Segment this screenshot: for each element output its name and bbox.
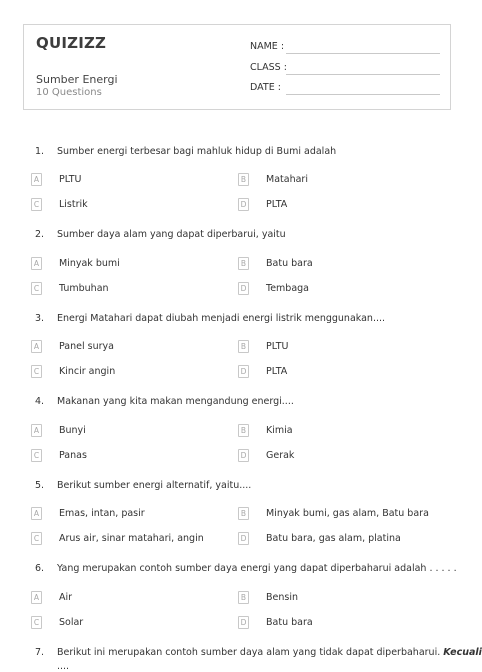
option-letter-badge: C: [31, 198, 42, 211]
option-letter-badge: C: [31, 282, 42, 295]
option-letter-badge: A: [31, 173, 42, 186]
option-text: Air: [59, 592, 73, 603]
option-text: Panas: [59, 450, 87, 461]
option-text: Kincir angin: [59, 366, 116, 377]
option-letter-badge: D: [238, 282, 249, 295]
option-letter-badge: C: [31, 365, 42, 378]
date-field[interactable]: [250, 82, 440, 96]
class-field[interactable]: [250, 62, 440, 76]
option-letter-badge: C: [31, 532, 42, 545]
question-text: Berikut sumber energi alternatif, yaitu....: [57, 480, 252, 491]
option-text: Batu bara, gas alam, platina: [266, 533, 401, 544]
question-text: Sumber energi terbesar bagi mahluk hidup di Bumi adalah: [57, 146, 337, 157]
option-letter-badge: A: [31, 591, 42, 604]
option-letter-badge: A: [31, 507, 42, 520]
question-number: 6.: [35, 563, 45, 574]
option-text: Bensin: [266, 592, 298, 603]
option-letter-badge: A: [31, 340, 42, 353]
class-label: CLASS :: [250, 62, 287, 73]
option-letter-badge: B: [238, 340, 249, 353]
question-number: 4.: [35, 396, 45, 407]
option-text: Arus air, sinar matahari, angin: [59, 533, 204, 544]
quizizz-logo: QUIZIZZ: [36, 34, 107, 52]
option-letter-badge: C: [31, 616, 42, 629]
question-text: Sumber daya alam yang dapat diperbarui, yaitu: [57, 229, 286, 240]
option-text: Bunyi: [59, 425, 86, 436]
date-label: DATE :: [250, 82, 281, 93]
option-letter-badge: A: [31, 257, 42, 270]
option-text: Minyak bumi: [59, 258, 120, 269]
option-letter-badge: D: [238, 198, 249, 211]
question-text: Makanan yang kita makan mengandung energi....: [57, 396, 294, 407]
option-text: PLTU: [266, 341, 289, 352]
quiz-title: Sumber Energi: [36, 73, 118, 86]
option-letter-badge: C: [31, 449, 42, 462]
option-letter-badge: D: [238, 365, 249, 378]
option-text: Listrik: [59, 199, 88, 210]
option-text: Kimia: [266, 425, 293, 436]
question-emphasis: Kecuali: [443, 647, 482, 658]
option-letter-badge: A: [31, 424, 42, 437]
option-text: Matahari: [266, 174, 308, 185]
date-line: [286, 94, 440, 95]
option-text: PLTA: [266, 366, 288, 377]
option-text: Emas, intan, pasir: [59, 508, 145, 519]
question-number: 2.: [35, 229, 45, 240]
option-letter-badge: B: [238, 424, 249, 437]
option-letter-badge: B: [238, 507, 249, 520]
question-text-main: Berikut ini merupakan contoh sumber daya alam yang tidak dapat diperbaharui.: [57, 647, 441, 658]
question-text: [57, 647, 482, 658]
option-text: Tumbuhan: [59, 283, 109, 294]
name-line: [286, 53, 440, 54]
option-text: PLTU: [59, 174, 82, 185]
question-7-continuation: ....: [57, 661, 70, 672]
option-letter-badge: B: [238, 173, 249, 186]
option-letter-badge: D: [238, 449, 249, 462]
question-number: 5.: [35, 480, 45, 491]
name-field[interactable]: [250, 41, 440, 55]
option-text: Tembaga: [266, 283, 309, 294]
option-letter-badge: B: [238, 591, 249, 604]
question-text: Energi Matahari dapat diubah menjadi energi listrik menggunakan....: [57, 313, 386, 324]
name-label: NAME :: [250, 41, 285, 52]
option-letter-badge: D: [238, 532, 249, 545]
worksheet-header: [23, 24, 451, 110]
option-letter-badge: D: [238, 616, 249, 629]
option-text: PLTA: [266, 199, 288, 210]
option-text: Solar: [59, 617, 84, 628]
option-text: Gerak: [266, 450, 295, 461]
class-line: [286, 74, 440, 75]
option-text: Batu bara: [266, 617, 313, 628]
question-count: 10 Questions: [36, 87, 102, 98]
question-number: 3.: [35, 313, 45, 324]
option-text: Panel surya: [59, 341, 114, 352]
option-text: Batu bara: [266, 258, 313, 269]
question-number: 1.: [35, 146, 45, 157]
option-letter-badge: B: [238, 257, 249, 270]
question-text: Yang merupakan contoh sumber daya energi yang dapat diperbaharui adalah . . . . .: [57, 563, 457, 574]
option-text: Minyak bumi, gas alam, Batu bara: [266, 508, 429, 519]
question-number: 7.: [35, 647, 45, 658]
